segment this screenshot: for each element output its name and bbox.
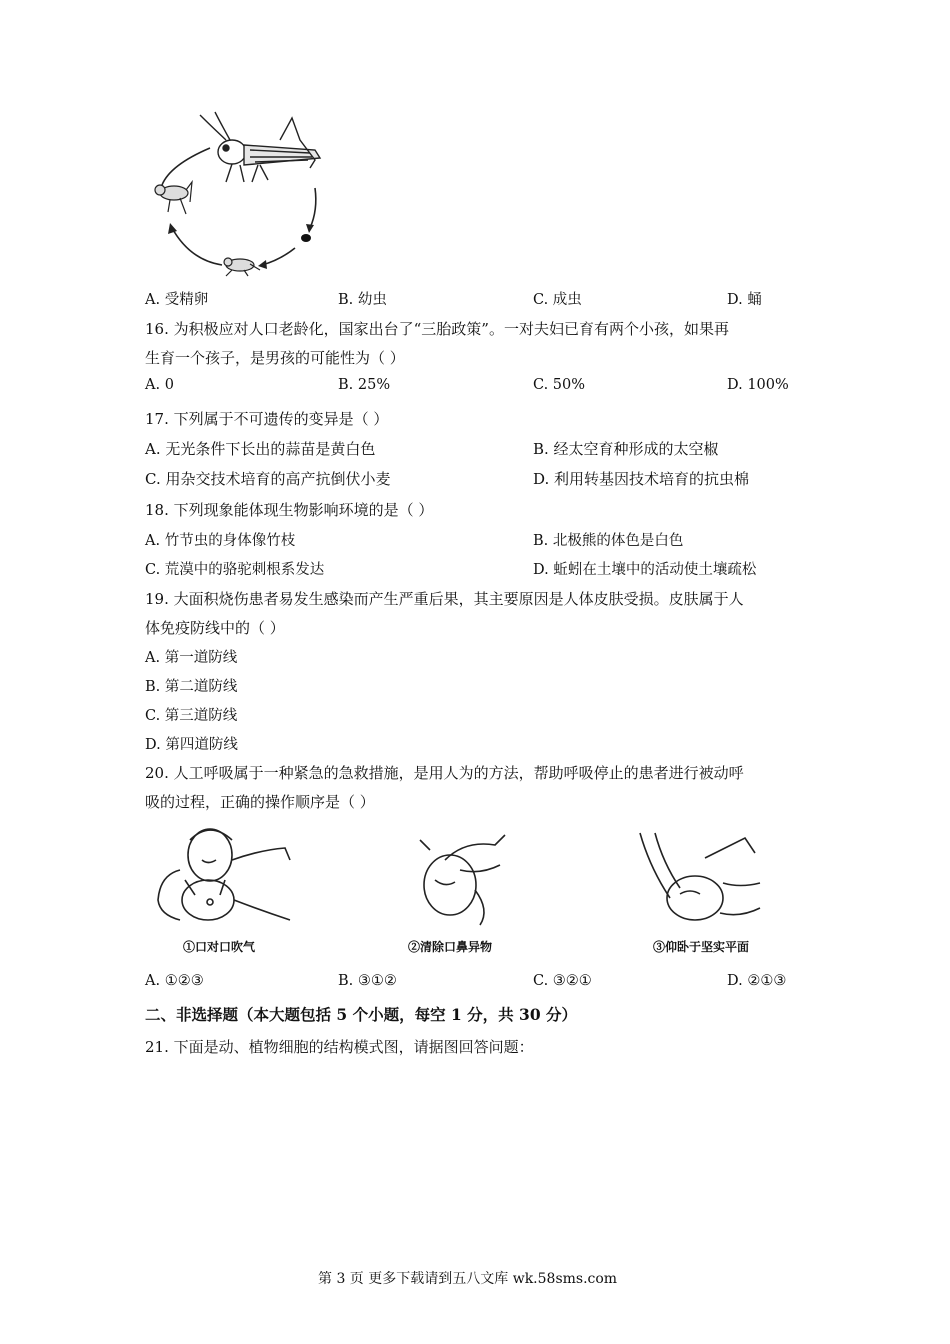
q19-option-d: D. 第四道防线 <box>145 737 238 753</box>
q16-stem-line2: 生育一个孩子，是男孩的可能性为（ ） <box>145 349 405 367</box>
cpr-clear-airway-figure <box>405 830 525 930</box>
q15-option-d: D. 蛹 <box>727 292 762 308</box>
q20-option-b: B. ③①② <box>338 973 397 989</box>
young-grasshopper-icon <box>155 182 192 214</box>
q19-option-a: A. 第一道防线 <box>145 650 238 666</box>
cpr-caption-1: ①口对口吹气 <box>183 940 256 954</box>
q19-stem-line1: 19. 大面积烧伤患者易发生感染而产生严重后果，其主要原因是人体皮肤受损。皮肤属于人 <box>145 590 744 608</box>
section-2-heading: 二、非选择题（本大题包括 5 个小题，每空 1 分，共 30 分） <box>145 1005 578 1024</box>
q16-option-a: A. 0 <box>145 377 174 393</box>
q20-stem-line1: 20. 人工呼吸属于一种紧急的急救措施，是用人为的方法，帮助呼吸停止的患者进行被动呼 <box>145 764 744 782</box>
grasshopper-lifecycle-figure <box>140 110 330 280</box>
q21-stem: 21. 下面是动、植物细胞的结构模式图，请据图回答问题： <box>145 1038 534 1056</box>
q20-option-c: C. ③②① <box>533 973 592 989</box>
cpr-caption-2: ②清除口鼻异物 <box>408 940 493 954</box>
egg-icon <box>301 234 311 242</box>
q15-option-c: C. 成虫 <box>533 292 582 308</box>
cpr-mouth-to-mouth-figure <box>150 820 300 930</box>
nymph-icon <box>224 258 260 276</box>
q18-option-c: C. 荒漠中的骆驼刺根系发达 <box>145 562 325 578</box>
q17-option-d: D. 利用转基因技术培育的抗虫棉 <box>533 470 750 488</box>
q16-stem-line1: 16. 为积极应对人口老龄化，国家出台了“三胎政策”。一对夫妇已育有两个小孩，如果再 <box>145 320 729 338</box>
q20-option-d: D. ②①③ <box>727 973 787 989</box>
q17-option-c: C. 用杂交技术培育的高产抗倒伏小麦 <box>145 470 391 488</box>
page-footer: 第 3 页 更多下载请到五八文库 wk.58sms.com <box>318 1271 618 1287</box>
q19-stem-line2: 体免疫防线中的（ ） <box>145 619 285 637</box>
q19-option-c: C. 第三道防线 <box>145 708 238 724</box>
q15-option-a: A. 受精卵 <box>145 292 209 308</box>
q20-option-a: A. ①②③ <box>145 973 204 989</box>
q18-option-d: D. 蚯蚓在土壤中的活动使土壤疏松 <box>533 562 757 578</box>
q18-option-b: B. 北极熊的体色是白色 <box>533 533 684 549</box>
cpr-caption-3: ③仰卧于坚实平面 <box>653 940 750 954</box>
q18-option-a: A. 竹节虫的身体像竹枝 <box>145 533 296 549</box>
q16-option-d: D. 100% <box>727 377 789 393</box>
cpr-lie-flat-figure <box>635 828 765 928</box>
q20-stem-line2: 吸的过程，正确的操作顺序是（ ） <box>145 793 375 811</box>
q19-option-b: B. 第二道防线 <box>145 679 238 695</box>
q17-stem: 17. 下列属于不可遗传的变异是（ ） <box>145 410 389 428</box>
q16-option-c: C. 50% <box>533 377 586 393</box>
q15-option-b: B. 幼虫 <box>338 292 387 308</box>
adult-grasshopper-icon <box>200 112 320 182</box>
q17-option-a: A. 无光条件下长出的蒜苗是黄白色 <box>145 440 376 458</box>
q16-option-b: B. 25% <box>338 377 391 393</box>
q18-stem: 18. 下列现象能体现生物影响环境的是（ ） <box>145 501 434 519</box>
q17-option-b: B. 经太空育种形成的太空椒 <box>533 440 719 458</box>
